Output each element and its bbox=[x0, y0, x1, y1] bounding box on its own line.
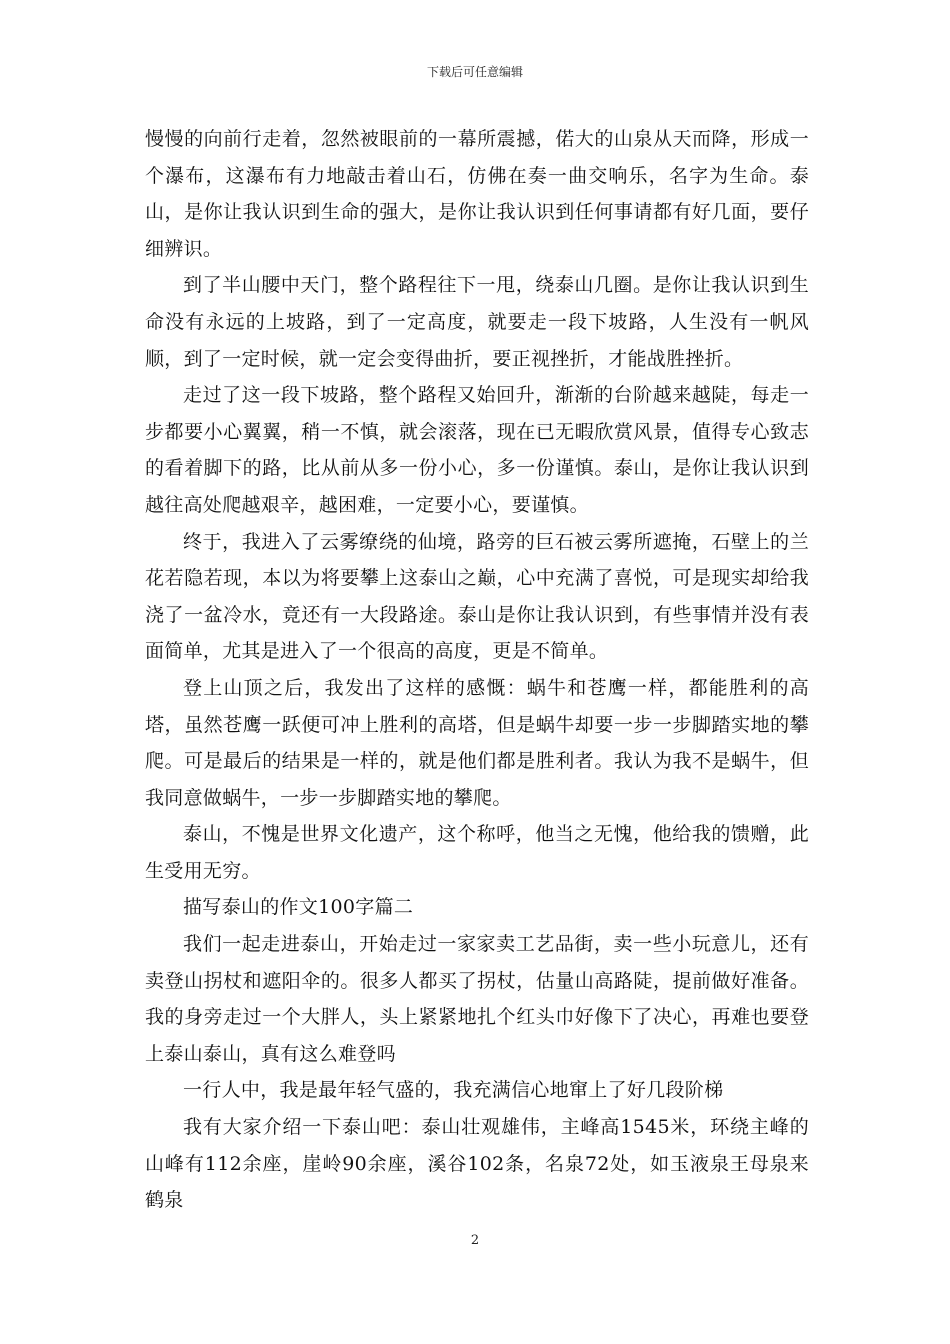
paragraph: 终于，我进入了云雾缭绕的仙境，路旁的巨石被云雾所遮掩，石壁上的兰花若隐若现，本以为将要攀上这泰山之巅，心中充满了喜悦，可是现实却给我浇了一盆冷水，竟还有一大段路途。泰山是你让我认识到，有些事情并没有表面简单，尤其是进入了一个很高的高度，更是不简单。 bbox=[145, 530, 809, 663]
paragraph: 走过了这一段下坡路，整个路程又始回升，渐渐的台阶越来越陡，每走一步都要小心翼翼，稍一不慎，就会滚落，现在已无暇欣赏风景，值得专心致志的看着脚下的路，比从前从多一份小心，多一份谨慎。泰山，是你让我认识到越往高处爬越艰辛，越困难，一定要小心，要谨慎。 bbox=[145, 384, 809, 516]
paragraph: 一行人中，我是最年轻气盛的，我充满信心地窜上了好几段阶梯 bbox=[183, 1079, 724, 1102]
paragraph: 泰山，不愧是世界文化遗产，这个称呼，他当之无愧，他给我的馈赠，此生受用无穷。 bbox=[145, 823, 809, 882]
section-heading: 描写泰山的作文100字篇二 bbox=[183, 896, 414, 919]
page-header: 下载后可任意编辑 bbox=[426, 65, 523, 79]
paragraph: 到了半山腰中天门，整个路程往下一甩，绕泰山几圈。是你让我认识到生命没有永远的上坡路，到了一定高度，就要走一段下坡路，人生没有一帆风顺，到了一定时候，就一定会变得曲折，要正视挫折，才能战胜挫折。 bbox=[145, 274, 809, 370]
page-number: 2 bbox=[470, 1233, 480, 1248]
paragraph: 我有大家介绍一下泰山吧：泰山壮观雄伟，主峰高1545米，环绕主峰的山峰有112余座，崖岭90余座，溪谷102条，名泉72处，如玉液泉王母泉来鹤泉 bbox=[145, 1116, 809, 1212]
paragraph: 我们一起走进泰山，开始走过一家家卖工艺品街，卖一些小玩意儿，还有卖登山拐杖和遮阳伞的。很多人都买了拐杖，估量山高路陡，提前做好准备。我的身旁走过一个大胖人，头上紧紧地扎个红头巾好像下了决心，再难也要登上泰山泰山，真有这么难登吗 bbox=[145, 933, 809, 1065]
document-body bbox=[145, 121, 809, 1219]
paragraph: 登上山顶之后，我发出了这样的感慨：蜗牛和苍鹰一样，都能胜利的高塔，虽然苍鹰一跃便可冲上胜利的高塔，但是蜗牛却要一步一步脚踏实地的攀爬。可是最后的结果是一样的，就是他们都是胜利者。我认为我不是蜗牛，但我同意做蜗牛，一步一步脚踏实地的攀爬。 bbox=[145, 676, 809, 809]
paragraph: 慢慢的向前行走着，忽然被眼前的一幕所震撼，偌大的山泉从天而降，形成一个瀑布，这瀑布有力地敲击着山石，仿佛在奏一曲交响乐，名字为生命。泰山，是你让我认识到生命的强大，是你让我认识到任何事请都有好几面，要仔细辨识。 bbox=[145, 128, 809, 260]
